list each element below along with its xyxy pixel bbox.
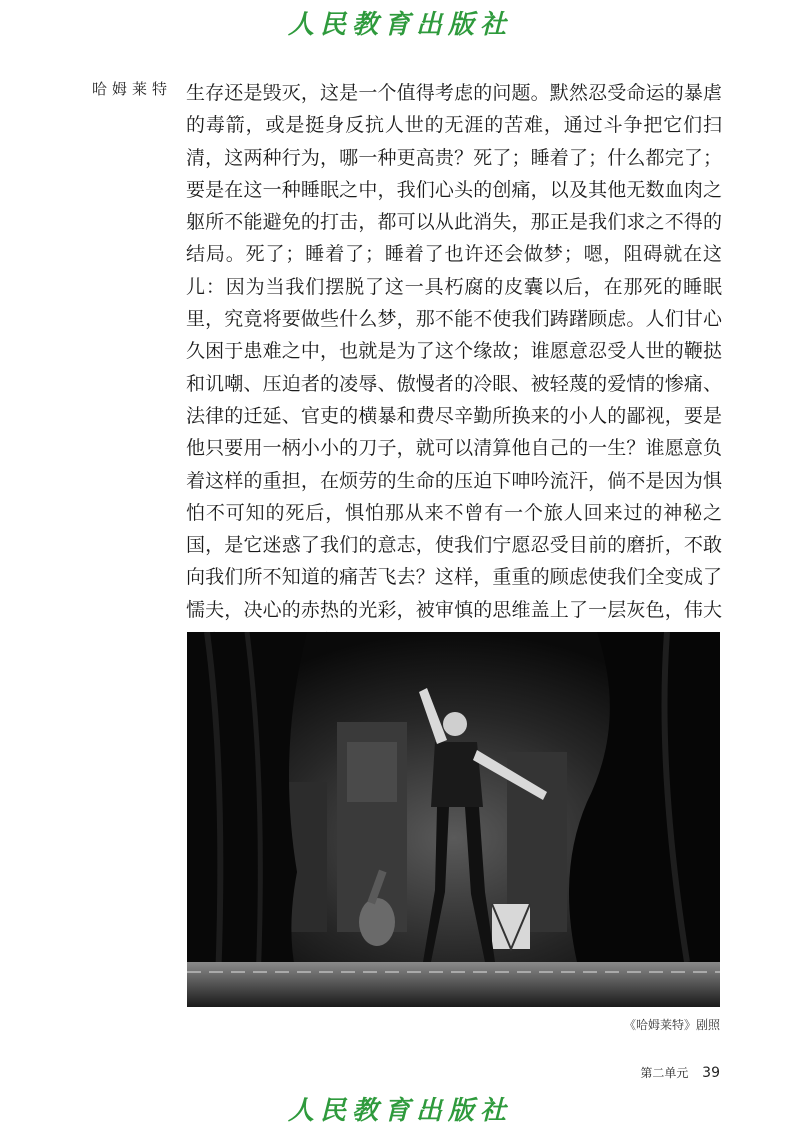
- page-number: 39: [702, 1065, 720, 1081]
- publisher-logo-bottom: 人民教育出版社: [287, 1096, 512, 1126]
- stage-photo: [187, 632, 720, 1007]
- publisher-logo-top: 人民教育出版社: [287, 10, 512, 40]
- page-footer: [640, 1064, 720, 1081]
- unit-label: 第二单元: [640, 1066, 689, 1080]
- speaker-name: 哈姆莱特: [92, 80, 173, 98]
- speech-text: 生存还是毁灭，这是一个值得考虑的问题。默然忍受命运的暴虐的毒箭，或是挺身反抗人世的无涯的苦难，通过斗争把它们扫清，这两种行为，哪一种更高贵？死了；睡着了；什么都完了；要是在这一种睡眠之中，我们心头的创痛，以及其他无数血肉之躯所不能避免的打击，都可以从此消失，那正是我们求之不得的结局。死了；睡着了；睡着了也许还会做梦；嗯，阻碍就在这儿：因为当我们摆脱了这一具朽腐的皮囊以后，在那死的睡眠里，究竟将要做些什么梦，那不能不使我们踌躇顾虑。人们甘心久困于患难之中，也就是为了这个缘故；谁愿意忍受人世的鞭挞和讥嘲、压迫者的凌辱、傲慢者的冷眼、被轻蔑的爱情的惨痛、法律的迁延、官吏的横暴和费尽辛勤所换来的小人的鄙视，要是他只要用一柄小小的刀子，就可以清算他自己的一生？谁愿意负着这样的重担，在烦劳的生命的压迫下呻吟流汗，倘不是因为惧怕不可知的死后，惧怕那从来不曾有一个旅人回来过的神秘之国，是它迷惑了我们的意志，使我们宁愿忍受目前的磨折，不敢向我们所不知道的痛苦飞去？这样，重重的顾虑使我们全变成了懦夫，决心的赤热的光彩，被审慎的思维盖上了一层灰色，伟大: [186, 82, 722, 621]
- photo-caption: 《哈姆莱特》剧照: [623, 1018, 720, 1032]
